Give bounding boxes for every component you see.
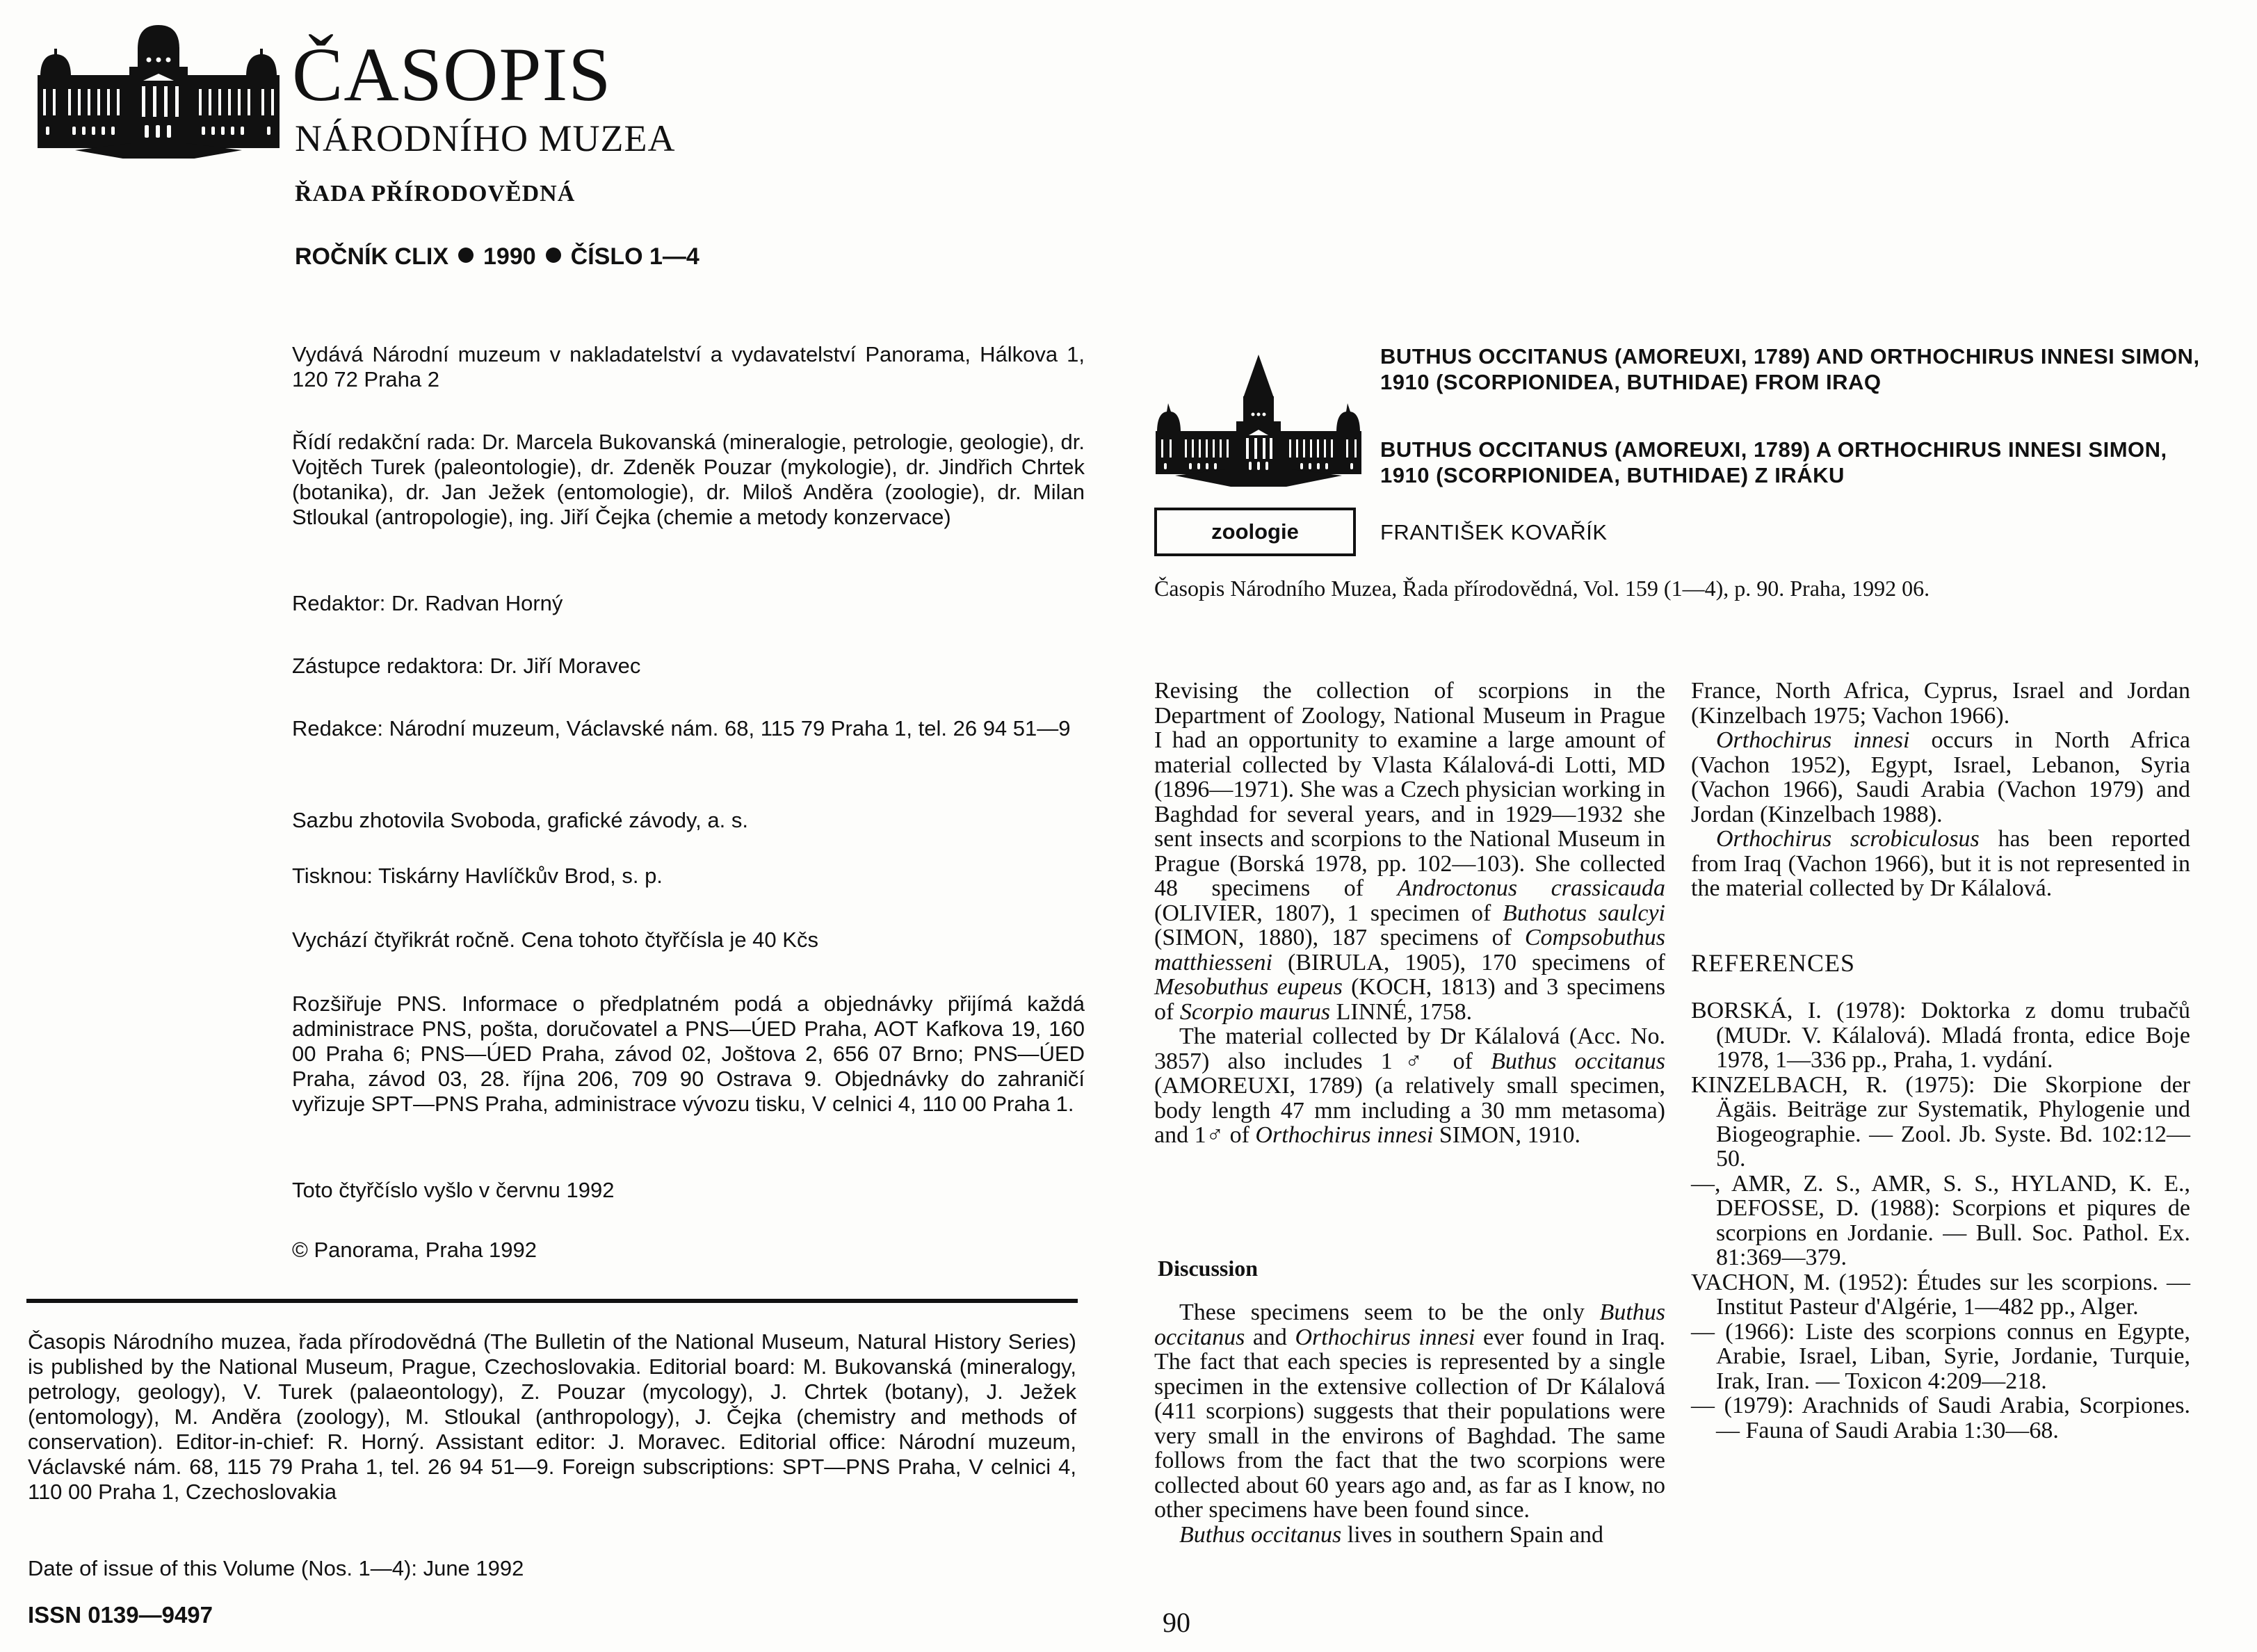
article-author: FRANTIŠEK KOVAŘÍK — [1380, 520, 1608, 544]
paragraph-distribution-cont: France, North Africa, Cyprus, Israel and Jordan (Kinzelbach 1975; Vachon 1966). — [1691, 678, 2190, 729]
imprint-deputy-editor: Zástupce redaktora: Dr. Jiří Moravec — [292, 654, 641, 678]
article-column-left — [1154, 679, 1665, 1148]
paragraph-distribution-start: Buthus occitanus lives in southern Spain and — [1179, 1521, 1604, 1548]
species-name: Orthochirus innesi — [1255, 1122, 1434, 1148]
reference-item: — (1966): Liste des scorpions connus en Egypte, Arabie, Israel, Liban, Syrie, Jordanie, Turquie, Irak, Iran. — Toxicon 4:209—218. — [1691, 1318, 2190, 1394]
volume-label: ROČNÍK CLIX — [295, 243, 448, 270]
references-list — [1691, 998, 2190, 1443]
species-name: Androctonus crassicauda — [1397, 875, 1665, 901]
date-of-issue: Date of issue of this Volume (Nos. 1—4): June 1992 — [28, 1556, 524, 1580]
article-title-english: BUTHUS OCCITANUS (AMOREUXI, 1789) AND ORTHOCHIRUS INNESI SIMON, 1910 (SCORPIONIDEA, BUTHIDAE) FROM IRAQ — [1380, 344, 2200, 394]
bullet-icon — [458, 248, 474, 263]
issue-label: ČÍSLO 1—4 — [570, 243, 699, 270]
imprint-distribution: Rozšiřuje PNS. Informace o předplatném podá a objednávky přijímá každá administrace PNS, pošta, doručovatel a PNS—ÚED Praha, AOT Kafkova 19, 160 00 Praha 6; PNS—ÚED Praha, závod 02, Joštova 2, 656 07 Brno; PNS—ÚED Praha, závod 03, 28. října 206, 709 90 Ostrava 9. Objednávky do zahraničí vyřizuje SPT—PNS Praha, administrace vývozu tisku, V celnici 4, 110 00 Praha 1. — [292, 991, 1085, 1116]
journal-title: ČASOPIS — [292, 32, 612, 117]
species-name: Compsobuthus matthiesseni — [1154, 925, 1665, 975]
issn-number: ISSN 0139—9497 — [28, 1602, 213, 1628]
imprint-editorial-office: Redakce: Národní muzeum, Václavské nám. 68, 115 79 Praha 1, tel. 26 94 51—9 — [292, 716, 1071, 740]
species-name: Buthus occitanus — [1491, 1048, 1665, 1074]
paragraph-orthochirus: Orthochirus innesi occurs in North Africa (Vachon 1952), Egypt, Israel, Lebanon, Syria (Vachon 1966), Saudi Arabia (Vachon 1979) and Jordan (Kinzelbach 1988). — [1691, 727, 2190, 827]
issue-line — [295, 243, 699, 270]
species-name: Scorpio maurus — [1179, 998, 1331, 1025]
journal-series: ŘADA PŘÍRODOVĚDNÁ — [295, 181, 576, 206]
species-name: Buthus occitanus — [1154, 1299, 1665, 1350]
imprint-printer: Tisknou: Tiskárny Havlíčkův Brod, s. p. — [292, 864, 663, 888]
imprint-editorial-board: Řídí redakční rada: Dr. Marcela Bukovanská (mineralogie, petrologie, geologie), dr. Vojtěch Turek (paleontologie), dr. Zdeněk Pouzar (mykologie), dr. Jindřich Chrtek (botanika), dr. Jan Ježek (entomologie), dr. Miloš Anděra (zoologie), dr. Milan Stloukal (antropologie), ing. Jiří Čejka (chemie a metody konzervace) — [292, 430, 1085, 529]
section-label-box — [1154, 508, 1356, 556]
journal-subtitle: NÁRODNÍHO MUZEA — [295, 118, 676, 159]
year-label: 1990 — [483, 243, 536, 270]
article-column-right — [1691, 679, 2190, 901]
discussion-heading: Discussion — [1158, 1256, 1259, 1281]
page-number: 90 — [1163, 1607, 1190, 1638]
reference-item: —, AMR, Z. S., AMR, S. S., HYLAND, K. E., DEFOSSE, D. (1988): Scorpions et piqures de scorpions en Jordanie. — Bull. Soc. Pathol. Ex. 81:369—379. — [1691, 1170, 2190, 1270]
imprint-typesetting: Sazbu zhotovila Svoboda, grafické závody, a. s. — [292, 808, 748, 832]
paragraph-material: The material collected by Dr Kálalová (Acc. No. 3857) also includes 1♂ of Buthus occitanus (AMOREUXI, 1789) (a relatively small specimen, body length 47 mm including a 30 mm metasoma) and 1♂ of Orthochirus innesi SIMON, 1910. — [1154, 1023, 1665, 1148]
divider-rule — [26, 1299, 1078, 1303]
imprint-editor: Redaktor: Dr. Radvan Horný — [292, 591, 563, 615]
english-description: Časopis Národního muzea, řada přírodovědná (The Bulletin of the National Museum, Natural History Series) is published by the National Museum, Prague, Czechoslovakia. Editorial board: M. Bukovanská (mineralogy, petrology, geology), V. Turek (palaeontology), Z. Pouzar (mycology), J. Chrtek (botany), J. Ježek (entomology), M. Anděra (zoology), M. Stloukal (anthropology), J. Čejka (chemistry and methods of conservation). Editor-in-chief: R. Horný. Assistant editor: J. Moravec. Editorial office: Národní muzeum, Václavské nám. 68, 115 79 Praha 1, tel. 26 94 51—9. Foreign subscriptions: SPT—PNS Praha, V celnici 4, 110 00 Praha 1, Czechoslovakia — [28, 1329, 1076, 1504]
reference-item: BORSKÁ, I. (1978): Doktorka z domu trubačů (MUDr. V. Kálalová). Mladá fronta, edice Boje 1978, 1—336 pp., Praha, 1. vydání. — [1691, 998, 2190, 1073]
article-column-left-discussion — [1154, 1300, 1665, 1547]
reference-item: VACHON, M. (1952): Études sur les scorpions. — Institut Pasteur d'Algérie, 1—482 pp., Alger. — [1691, 1269, 2190, 1320]
article-title-czech: BUTHUS OCCITANUS (AMOREUXI, 1789) A ORTHOCHIRUS INNESI SIMON, 1910 (SCORPIONIDEA, BUTHIDAE) Z IRÁKU — [1380, 437, 2167, 487]
reference-item: KINZELBACH, R. (1975): Die Skorpione der Ägäis. Beiträge zur Systematik, Phylogenie und Biogeographie. — Zool. Jb. Syste. Bd. 102:12—50. — [1691, 1071, 2190, 1172]
national-museum-logo-icon — [33, 13, 284, 159]
section-label: zoologie — [1211, 519, 1299, 544]
species-name: Orthochirus scrobiculosus — [1716, 826, 1980, 852]
paragraph-discussion: These specimens seem to be the only Buthus occitanus and Orthochirus innesi ever found in Iraq. The fact that each species is represented by a single specimen in the extensive collection of Dr Kálalová (411 scorpions) suggests that their populations were very small in the environs of Baghdad. The same follows from the fact that the two scorpions were collected about 60 years ago and, as far as I know, no other specimens have been found since. — [1154, 1299, 1666, 1523]
bullet-icon — [546, 248, 561, 263]
species-name: Mesobuthus eupeus — [1154, 974, 1343, 1000]
national-museum-building-icon — [1154, 349, 1363, 488]
species-name: Buthotus saulcyi — [1503, 900, 1665, 926]
species-name: Orthochirus innesi — [1295, 1324, 1475, 1350]
article-citation: Časopis Národního Muzea, Řada přírodovědná, Vol. 159 (1—4), p. 90. Praha, 1992 06. — [1154, 576, 1930, 601]
species-name: Orthochirus innesi — [1716, 727, 1910, 753]
imprint-publisher: Vydává Národní muzeum v nakladatelství a vydavatelství Panorama, Hálkova 1, 120 72 Praha 2 — [292, 342, 1085, 391]
imprint-release-date: Toto čtyřčíslo vyšlo v červnu 1992 — [292, 1178, 615, 1202]
references-heading: REFERENCES — [1691, 949, 1856, 977]
imprint-copyright: © Panorama, Praha 1992 — [292, 1238, 537, 1262]
imprint-frequency-price: Vychází čtyřikrát ročně. Cena tohoto čtyřčísla je 40 Kčs — [292, 928, 818, 952]
paragraph-scrobiculosus: Orthochirus scrobiculosus has been reported from Iraq (Vachon 1966), but it is not represented in the material collected by Dr Kálalová. — [1691, 826, 2190, 901]
species-name: Buthus occitanus — [1179, 1521, 1342, 1548]
reference-item: — (1979): Arachnids of Saudi Arabia, Scorpiones. — Fauna of Saudi Arabia 1:30—68. — [1691, 1393, 2190, 1443]
paragraph-intro: Revising the collection of scorpions in the Department of Zoology, National Museum in Prague I had an opportunity to examine a large amount of material collected by Vlasta Kálalová-di Lotti, MD (1896—1971). She was a Czech physician working in Baghdad for several years, and in 1929—1932 she sent insects and scorpions to the National Museum in Prague (Borská 1978, pp. 102—103). She collected 48 specimens of Androctonus crassicauda (OLIVIER, 1807), 1 specimen of Buthotus saulcyi (SIMON, 1880), 187 specimens of Compsobuthus matthiesseni (BIRULA, 1905), 170 specimens of Mesobuthus eupeus (KOCH, 1813) and 3 specimens of Scorpio maurus LINNÉ, 1758. — [1154, 678, 1665, 1025]
